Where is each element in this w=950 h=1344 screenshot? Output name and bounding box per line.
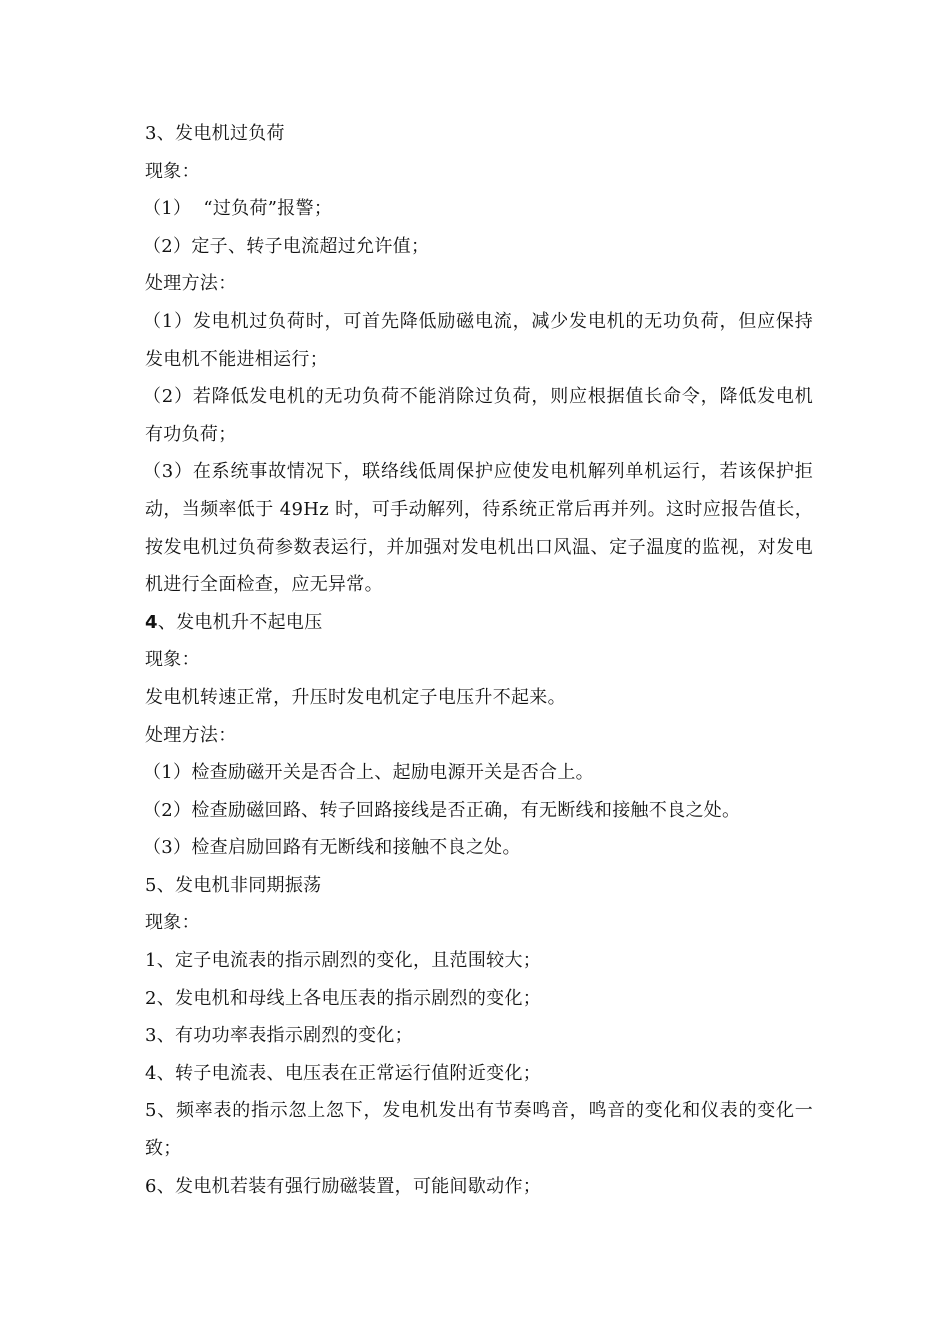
section-3-heading: 3、发电机过负荷	[145, 123, 285, 144]
section-3-phenomena-label: 现象：	[145, 160, 200, 182]
document-body	[145, 115, 813, 1205]
section-5-phenomenon-6: 6、发电机若装有强行励磁装置，可能间歇动作；	[145, 1175, 542, 1197]
section-4-phenomenon-text: 发电机转速正常，升压时发电机定子电压升不起来。	[145, 686, 566, 708]
section-3-method-3: （3）在系统事故情况下，联络线低周保护应使发电机解列单机运行，若该保护拒动，当频率低于 49Hz 时，可手动解列，待系统正常后再并列。这时应报告值长，按发电机过负荷参数表运行，并加强对发电机出口风温、定子温度的监视，对发电机进行全面检查，应无异常。	[143, 461, 813, 596]
section-5-phenomena-label: 现象：	[145, 912, 200, 934]
section-5-heading: 5、发电机非同期振荡	[145, 874, 322, 896]
section-3-phenomenon-1: （1） “过负荷”报警；	[143, 198, 333, 220]
section-4-method-label: 处理方法：	[145, 724, 237, 746]
section-4-heading	[145, 604, 813, 642]
section-3-phenomenon-2: （2）定子、转子电流超过允许值；	[143, 235, 430, 257]
section-5-phenomenon-3: 3、有功功率表指示剧烈的变化；	[145, 1025, 413, 1047]
section-4-heading-text: 、发电机升不起电压	[157, 611, 323, 633]
section-3-method-1: （1）发电机过负荷时，可首先降低励磁电流，减少发电机的无功负荷，但应保持发电机不能进相运行；	[143, 310, 813, 370]
section-4-method-1: （1）检查励磁开关是否合上、起励电源开关是否合上。	[143, 762, 594, 784]
section-4-phenomena-label: 现象：	[145, 649, 200, 671]
section-4-heading-number: 4	[145, 611, 158, 633]
section-5-phenomenon-5: 5、频率表的指示忽上忽下，发电机发出有节奏鸣音，鸣音的变化和仪表的变化一致；	[145, 1100, 813, 1160]
section-4-method-2: （2）检查励磁回路、转子回路接线是否正确，有无断线和接触不良之处。	[143, 799, 741, 821]
section-3-method-label: 处理方法：	[145, 273, 237, 295]
section-5-phenomenon-4: 4、转子电流表、电压表在正常运行值附近变化；	[145, 1062, 542, 1084]
section-5-phenomenon-2: 2、发电机和母线上各电压表的指示剧烈的变化；	[145, 987, 542, 1009]
section-5-phenomenon-1: 1、定子电流表的指示剧烈的变化，且范围较大；	[145, 950, 542, 972]
section-4-method-3: （3）检查启励回路有无断线和接触不良之处。	[143, 837, 521, 859]
section-3-method-2: （2）若降低发电机的无功负荷不能消除过负荷，则应根据值长命令，降低发电机有功负荷；	[143, 386, 813, 445]
